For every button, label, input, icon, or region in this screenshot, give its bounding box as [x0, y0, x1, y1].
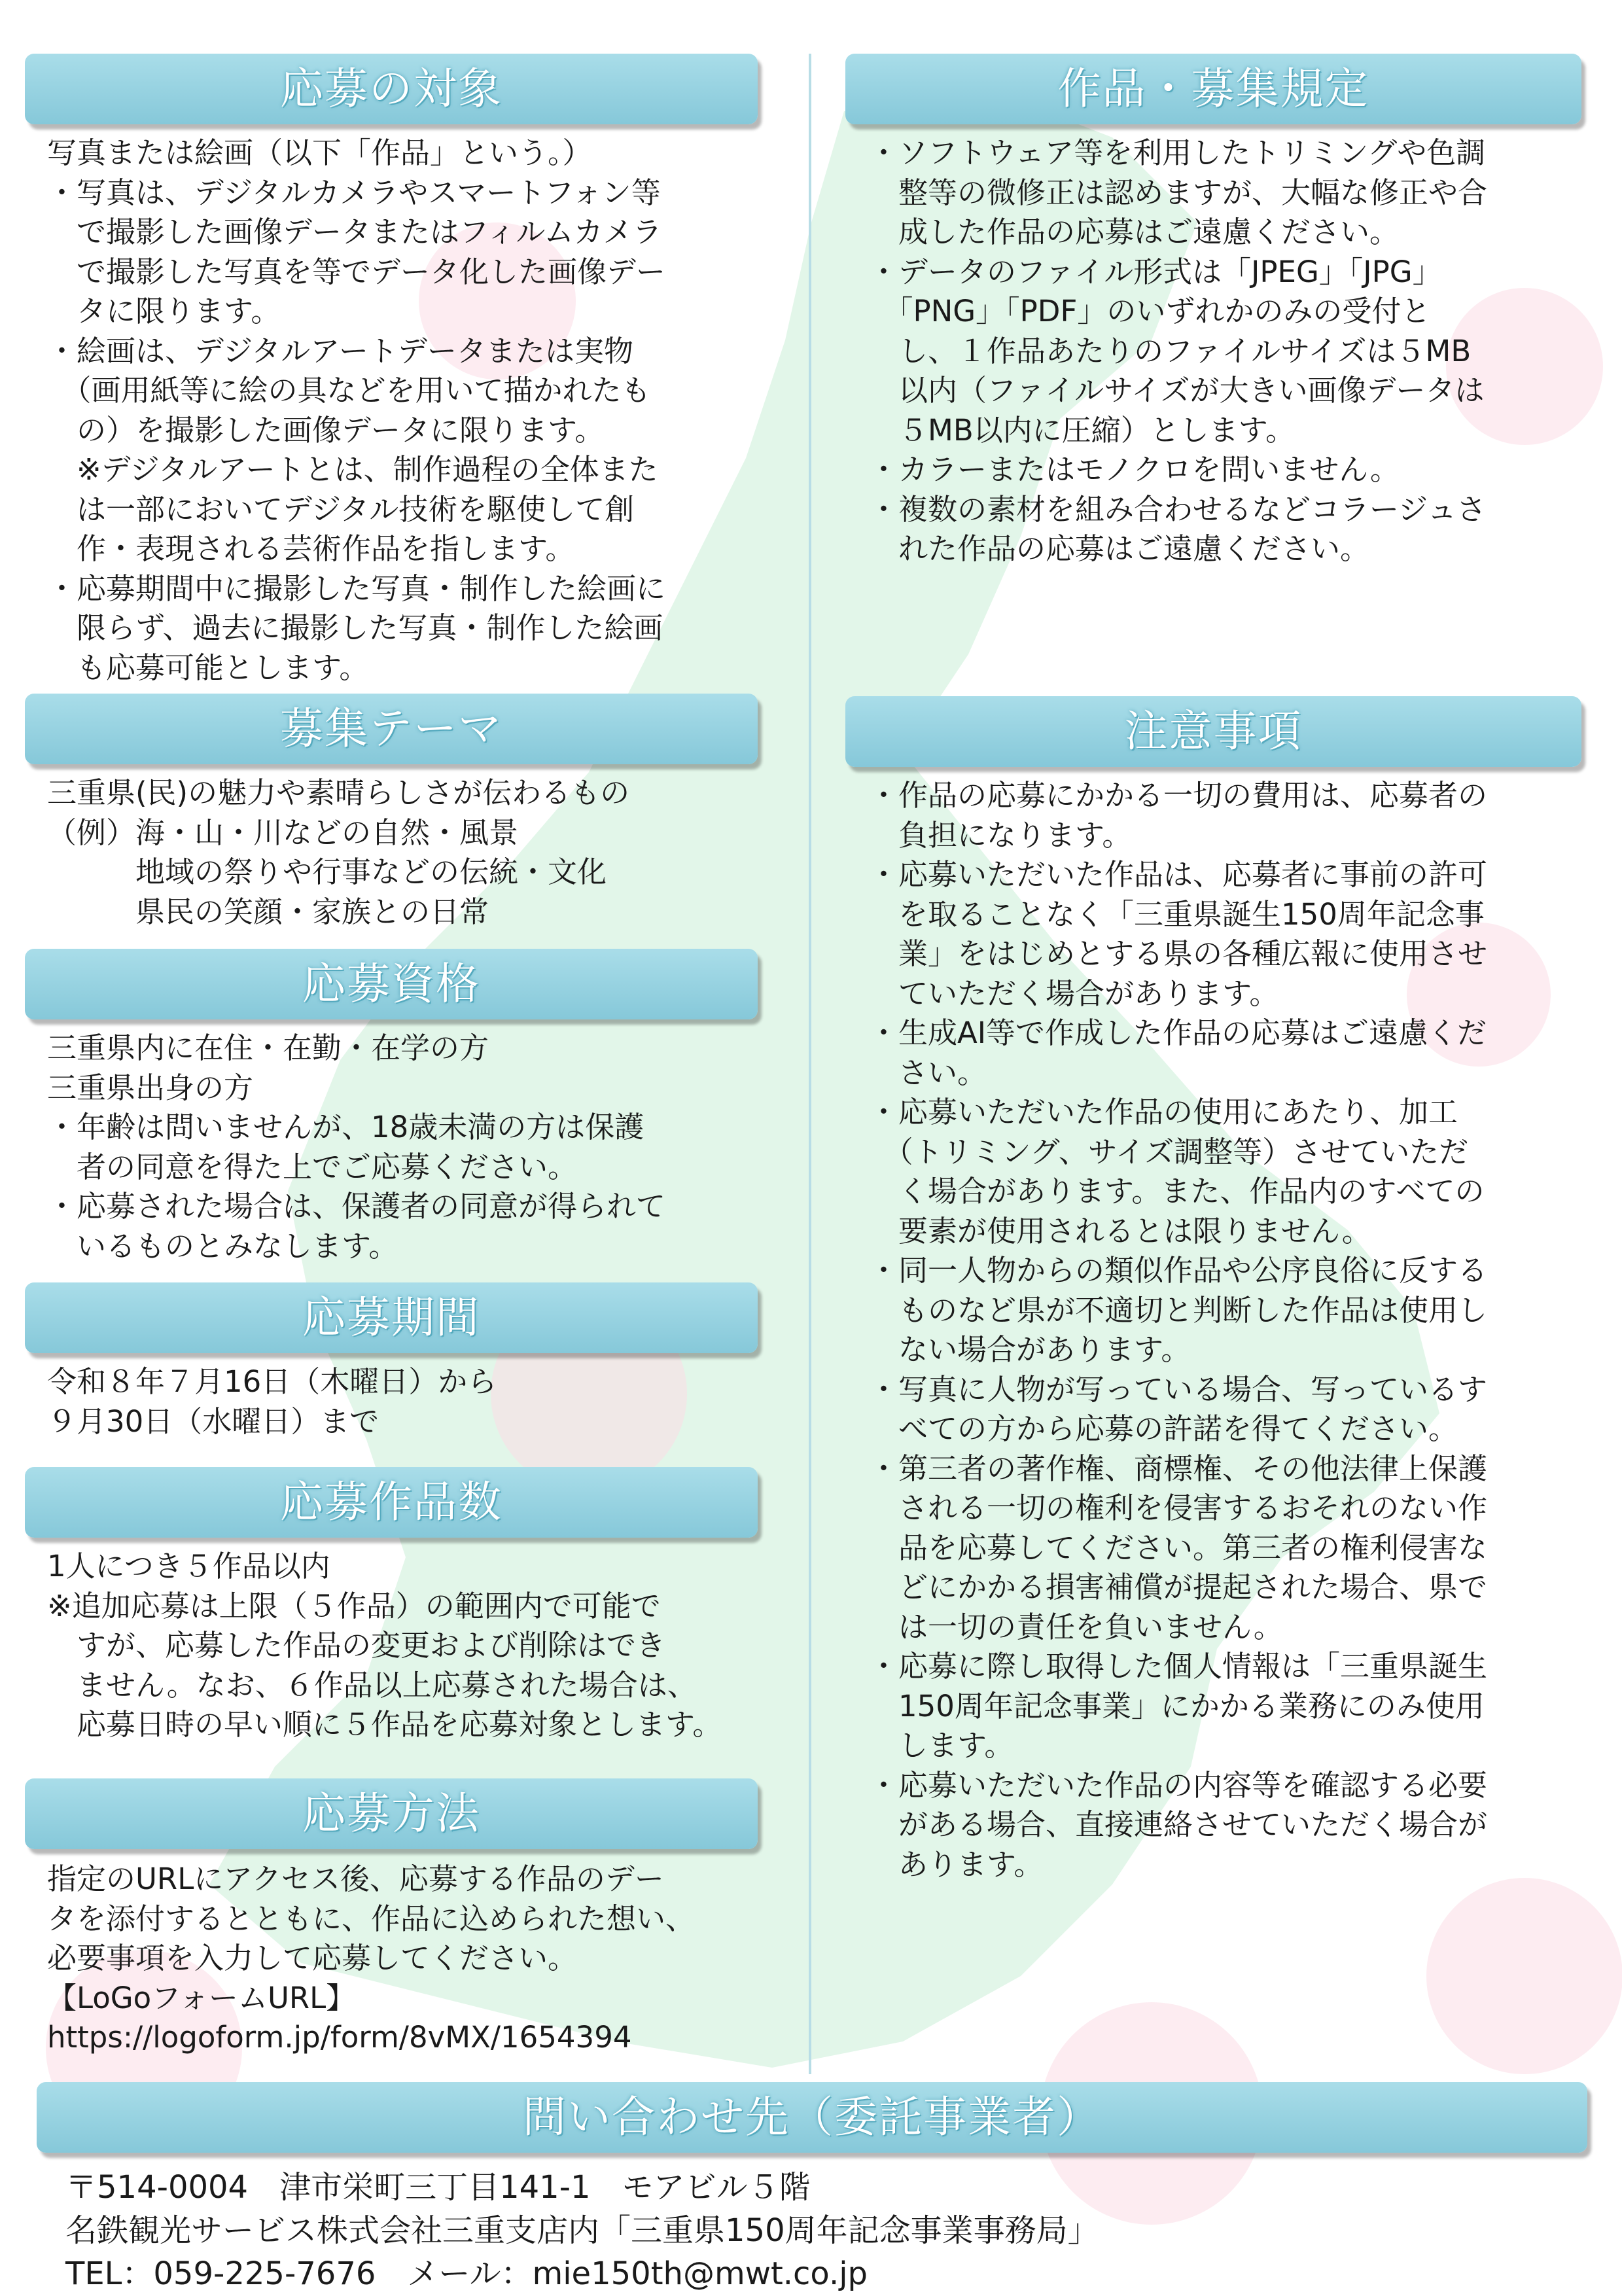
- period-text: 令和８年７月16日（木曜日）から ９月30日（水曜日）まで: [47, 1364, 497, 1439]
- target-text: 写真または絵画（以下「作品」という。） ・写真は、デジタルカメラやスマートフォン等 で撮影した画像データまたはフィルムカメラ で撮影した写真を等でデータ化した画像デー タに限ります。 ・絵画は、デジタルアートデータまたは実物 （画用紙等に絵の具などを用いて描かれたも の）を撮影した画像データに限ります。 ※デジタルアートとは、制作過程の全体また は一部においてデジタル技術を駆使して創 作・表現される芸術作品を指します。 ・応募期間中に撮影した写真・制作した絵画に 限らず、過去に撮影した写真・制作した絵画 も応募可能とします。: [47, 135, 666, 685]
- theme-heading: 募集テーマ: [25, 694, 758, 764]
- contact-heading: 問い合わせ先（委託事業者）: [37, 2082, 1587, 2153]
- count-heading: 応募作品数: [25, 1467, 758, 1538]
- method-heading: 応募方法: [25, 1778, 758, 1849]
- contact-office: 名鉄観光サービス株式会社三重支店内「三重県150周年記念事業事務局」: [65, 2212, 1099, 2249]
- theme-text: 三重県(民)の魅力や素晴らしさが伝わるもの （例）海・山・川などの自然・風景 地域の祭りや行事などの伝統・文化 県民の笑顔・家族との日常: [47, 775, 630, 929]
- contact-address: 〒514-0004 津市栄町三丁目141-1 モアビル５階: [65, 2169, 811, 2206]
- column-divider: [809, 54, 811, 2074]
- period-heading: 応募期間: [25, 1282, 758, 1353]
- notes-text: ・作品の応募にかかる一切の費用は、応募者の 負担になります。 ・応募いただいた作品は、応募者に事前の許可 を取ることなく「三重県誕生150周年記念事 業」をはじめとする県の各種広報に使用させ ていただく場合があります。 ・生成AI等で作成した作品の応募はご遠慮くだ さい。 ・応募いただいた作品の使用にあたり、加工 （トリミング、サイズ調整等）させていただ く場合があります。また、作品内のすべての 要素が使用されるとは限りません。 ・同一人物からの類似作品や公序良俗に反する ものなど県が不適切と判断した作品は使用し ない場合があります。 ・写真に人物が写っている場合、写っているす べての方から応募の許諾を得てください。 ・第三者の著作権、商標権、その他法律上保護 される一切の権利を侵害するおそれのない作 品を応募してください。第三者の権利侵害な どにかかる損害補償が提起された場合、県で は一切の責任を負いません。 ・応募に際し取得した個人情報は「三重県誕生 150周年記念事業」にかかる業務にのみ使用 します。 ・応募いただいた作品の内容等を確認する必要 がある場合、直接連絡させていただく場合が あります。: [869, 778, 1488, 1882]
- rules-heading: 作品・募集規定: [845, 54, 1581, 124]
- count-text: 1人につき５作品以内 ※追加応募は上限（５作品）の範囲内で可能で すが、応募した作品の変更および削除はでき ません。なお、６作品以上応募された場合は、 応募日時の早い順に５作品を応募対象とします。: [47, 1549, 722, 1742]
- notes-heading: 注意事項: [845, 696, 1581, 767]
- eligibility-text: 三重県内に在住・在勤・在学の方 三重県出身の方 ・年齢は問いませんが、18歳未満の方は保護 者の同意を得た上でご応募ください。 ・応募された場合は、保護者の同意が得られて いるものとみなします。: [47, 1031, 666, 1263]
- eligibility-heading: 応募資格: [25, 949, 758, 1019]
- rules-text: ・ソフトウェア等を利用したトリミングや色調 整等の微修正は認めますが、大幅な修正や合 成した作品の応募はご遠慮ください。 ・データのファイル形式は「JPEG」「JPG」 「PNG」「PDF」のいずれかのみの受付と し、１作品あたりのファイルサイズは５MB 以内（ファイルサイズが大きい画像データは ５MB以内に圧縮）とします。 ・カラーまたはモノクロを問いません。 ・複数の素材を組み合わせるなどコラージュさ れた作品の応募はご遠慮ください。: [869, 135, 1488, 566]
- contact-phone-mail: TEL：059-225-7676 メール：mie150th@mwt.co.jp: [65, 2255, 868, 2292]
- target-heading: 応募の対象: [25, 54, 758, 124]
- method-text: 指定のURLにアクセス後、応募する作品のデー タを添付するとともに、作品に込められた想い、 必要事項を入力して応募してください。 【LoGoフォームURL】 https://logoform.jp/form/8vMX/1654394: [47, 1862, 696, 2055]
